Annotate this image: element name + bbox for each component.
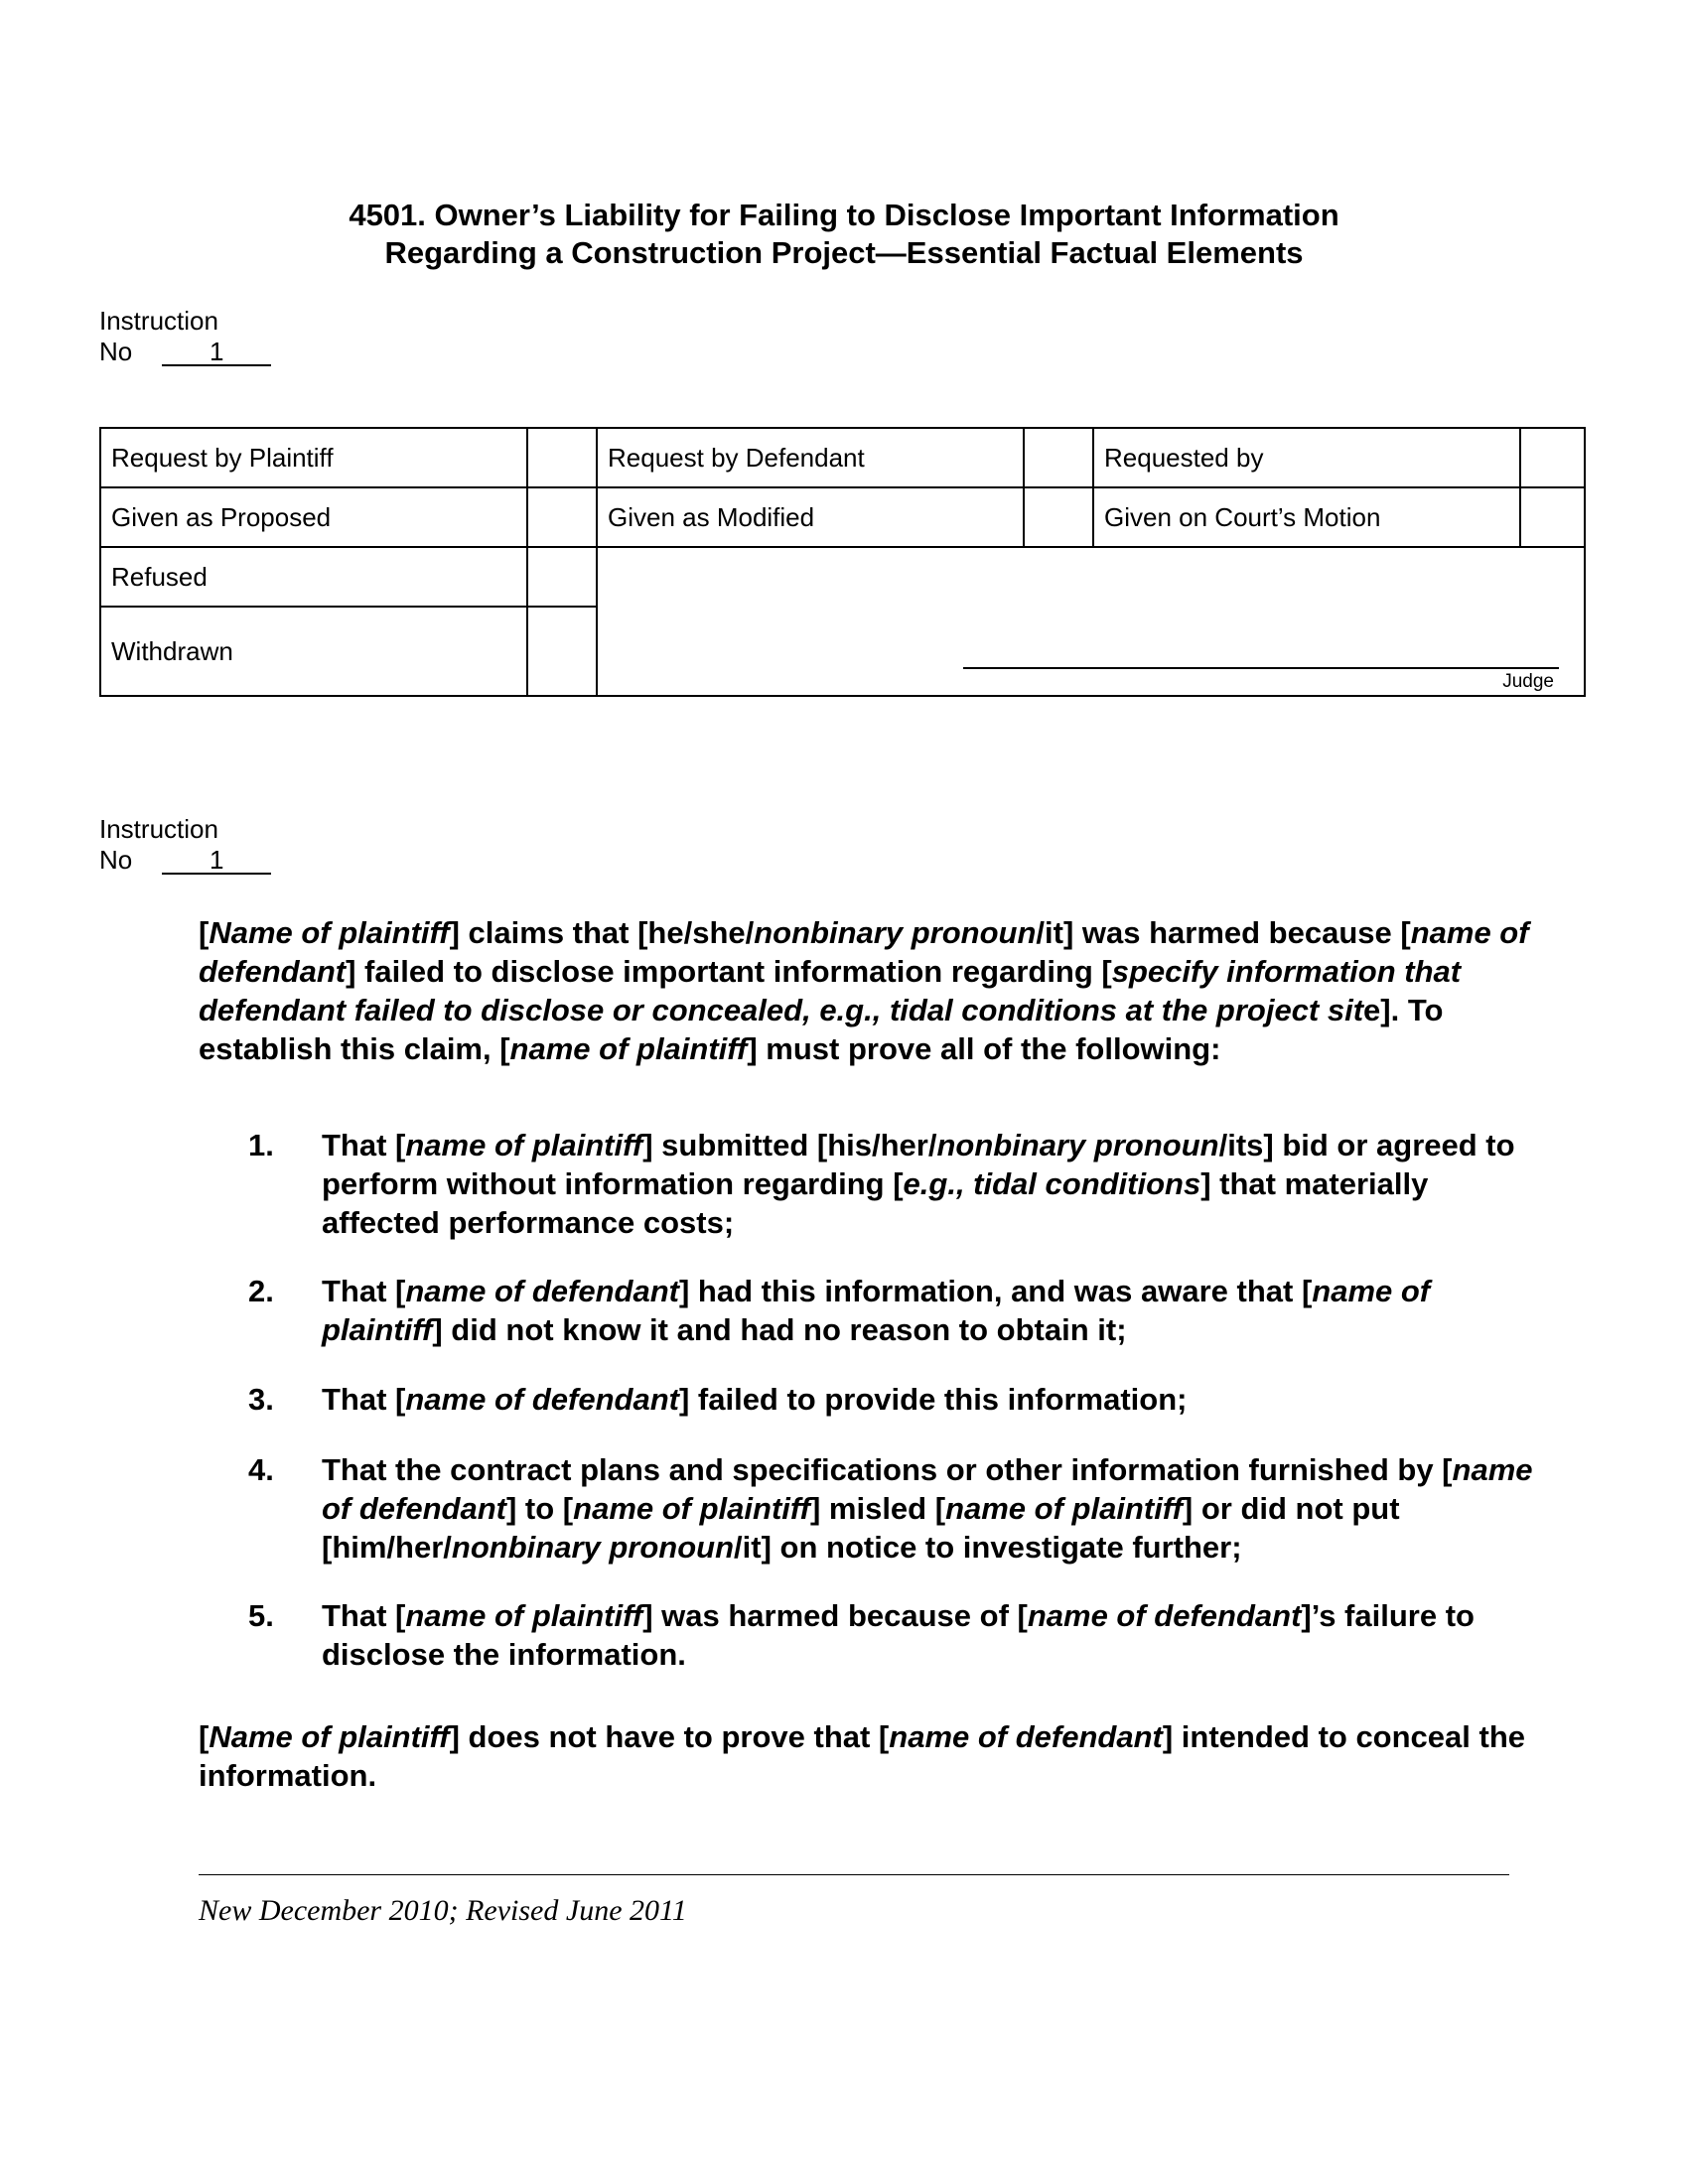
judge-label: Judge	[1502, 671, 1554, 692]
request-by-defendant-checkbox[interactable]	[1025, 429, 1092, 486]
refused-label: Refused	[111, 561, 208, 592]
request-by-defendant-label: Request by Defendant	[608, 442, 865, 473]
intro-paragraph: [Name of plaintiff] claims that [he/she/nonbinary pronoun/it] was harmed because [name of defendant] failed to disclose important information regarding [specify information that defendant failed to disclose or concealed, e.g., tidal conditions at the project site]. To establish this claim, [name of plaintiff] must prove all of the following:	[199, 915, 1529, 1066]
closing-paragraph: [Name of plaintiff] does not have to prove that [name of defendant] intended to conceal the information.	[199, 1719, 1526, 1793]
given-as-modified-checkbox[interactable]	[1025, 488, 1092, 546]
given-on-courts-motion-label: Given on Court’s Motion	[1104, 501, 1381, 532]
no-label: No	[99, 845, 133, 875]
given-as-modified-label: Given as Modified	[608, 501, 815, 532]
title-line-1: 4501. Owner’s Liability for Failing to Disclose Important Information	[349, 198, 1339, 232]
requested-by-label: Requested by	[1104, 442, 1264, 473]
judge-signature-line[interactable]	[963, 667, 1559, 669]
instruction-number: 1	[162, 339, 271, 366]
requested-by-checkbox[interactable]	[1521, 429, 1584, 486]
no-label: No	[99, 337, 133, 366]
given-as-proposed-checkbox[interactable]	[528, 488, 596, 546]
request-by-plaintiff-checkbox[interactable]	[528, 429, 596, 486]
instruction-status-grid	[99, 427, 1586, 697]
given-as-proposed-label: Given as Proposed	[111, 501, 332, 532]
instruction-label: Instruction	[99, 306, 218, 336]
request-by-plaintiff-label: Request by Plaintiff	[111, 442, 334, 473]
footer-divider	[199, 1874, 1509, 1875]
instruction-number-block-bottom	[99, 814, 271, 876]
revision-history: New December 2010; Revised June 2011	[199, 1894, 687, 1927]
given-on-courts-motion-checkbox[interactable]	[1521, 488, 1584, 546]
withdrawn-label: Withdrawn	[111, 635, 233, 666]
instruction-title	[0, 197, 1688, 272]
instruction-number: 1	[162, 847, 271, 875]
refused-checkbox[interactable]	[528, 548, 596, 606]
withdrawn-checkbox[interactable]	[528, 608, 596, 695]
instruction-number-block-top	[99, 306, 271, 367]
title-line-2: Regarding a Construction Project—Essential Factual Elements	[384, 235, 1304, 270]
instruction-label: Instruction	[99, 814, 218, 844]
